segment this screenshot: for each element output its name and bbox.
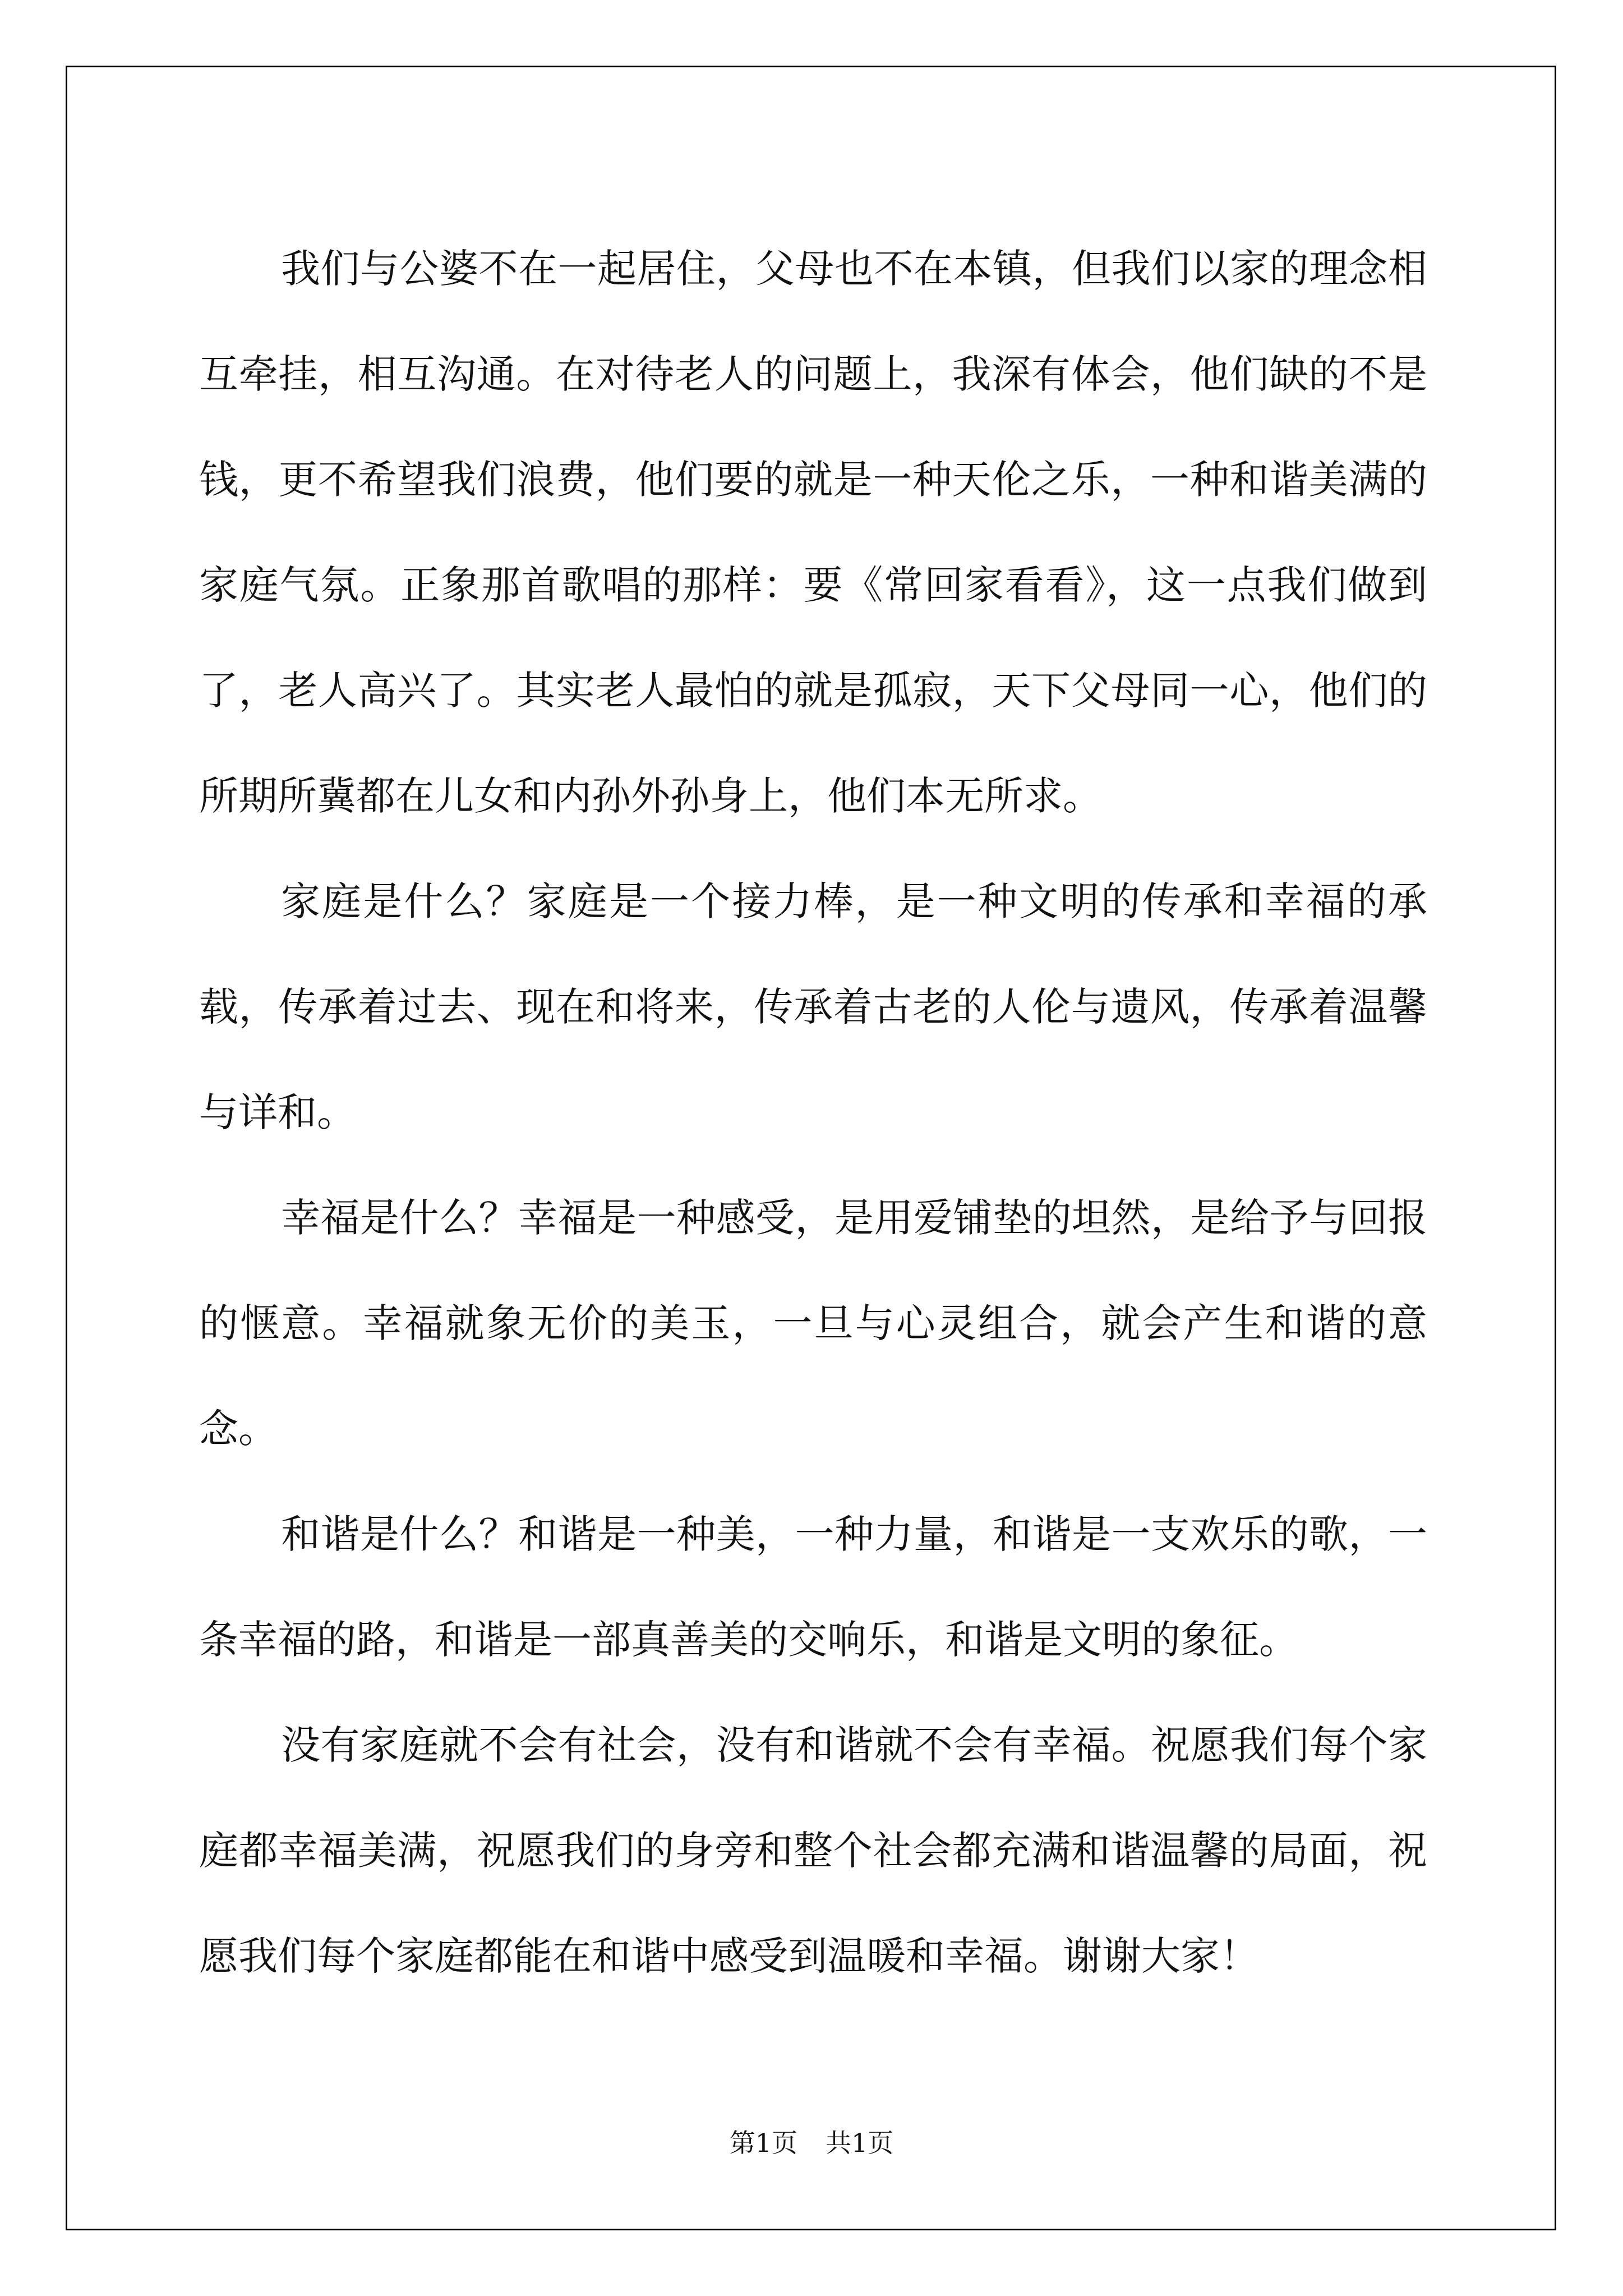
page-number-total: 共1页 xyxy=(826,2128,894,2158)
paragraph: 家庭是什么？家庭是一个接力棒，是一种文明的传承和幸福的承载，传承着过去、现在和将来，传承着古老的人伦与遗风，传承着温馨与详和。 xyxy=(199,878,1427,1135)
paragraph: 没有家庭就不会有社会，没有和谐就不会有幸福。祝愿我们每个家庭都幸福美满，祝愿我们的身旁和整个社会都充满和谐温馨的局面，祝愿我们每个家庭都能在和谐中感受到温暖和幸福。谢谢大家！ xyxy=(199,1722,1427,1979)
page-number-current: 第1页 xyxy=(729,2128,797,2158)
paragraph: 和谐是什么？和谐是一种美，一种力量，和谐是一支欢乐的歌，一条幸福的路，和谐是一部真善美的交响乐，和谐是文明的象征。 xyxy=(199,1511,1427,1663)
page-footer xyxy=(0,2126,1623,2160)
paragraph: 我们与公婆不在一起居住，父母也不在本镇，但我们以家的理念相互牵挂，相互沟通。在对待老人的问题上，我深有体会，他们缺的不是钱，更不希望我们浪费，他们要的就是一种天伦之乐，一种和谐美满的家庭气氛。正象那首歌唱的那样：要《常回家看看》，这一点我们做到了，老人高兴了。其实老人最怕的就是孤寂，天下父母同一心，他们的所期所冀都在儿女和内孙外孙身上，他们本无所求。 xyxy=(199,246,1427,819)
document-body xyxy=(199,216,1427,2009)
paragraph: 幸福是什么？幸福是一种感受，是用爱铺垫的坦然，是给予与回报的惬意。幸福就象无价的美玉，一旦与心灵组合，就会产生和谐的意念。 xyxy=(199,1195,1427,1452)
